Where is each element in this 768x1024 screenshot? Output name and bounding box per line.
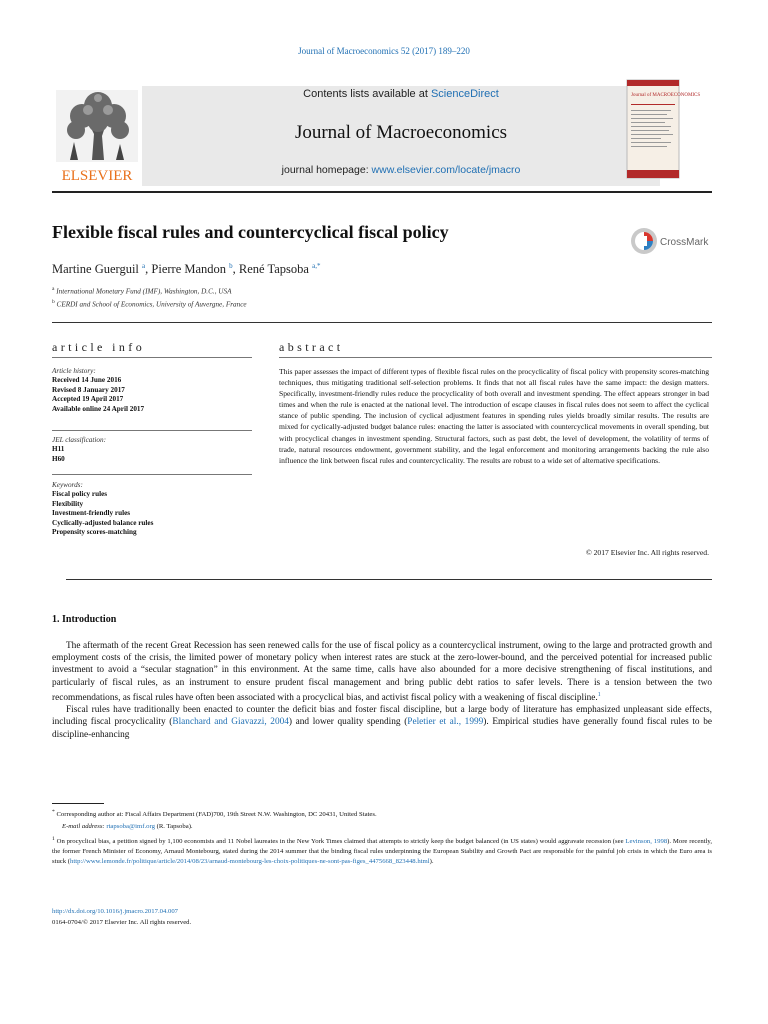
keywords-label: Keywords: [52,481,83,489]
elsevier-wordmark: ELSEVIER [61,168,133,184]
abstract-heading: abstract [279,340,344,354]
footnote-1: $^1$ On procyclical bias, a petition signed by 1,100 economists and 11 Nobel laureates in the New York Times claimed that attempts to strictly keep the budget balanced (in US states) would aggravate recession (see Levinson, 1998). More recently, the former French Minister of Economy, Arnaud Montebourg, stated during the 2014 summer that the binding fiscal rules underpinning the European Stability and Growth Pact are responsible for the painful job crisis in which the Euro area is stuck (http://www.lemonde.fr/politique/article/2014/08/23/arnaud-montebourg-les-choix-politiques-ne-sont-pas-figes_4475668_823448.html). [52,836,713,866]
journal-reference-link[interactable]: Journal of Macroeconomics 52 (2017) 189–220 [298,46,470,56]
article-info-rule [52,357,252,358]
email-link[interactable]: rtapsoba@imf.org [106,823,155,831]
history-item: Revised 8 January 2017 [52,385,125,394]
jel-classification [52,436,252,464]
keyword: Propensity scores-matching [52,528,137,537]
footnote-corresponding: * Corresponding author at: Fiscal Affairs Department (FAD)700, 19th Street N.W. Washington, DC 20431, United States. [52,809,377,819]
article-history [52,367,252,414]
jel-label: JEL classification: [52,436,106,444]
page-footer [52,906,191,928]
keyword: Fiscal policy rules [52,490,108,499]
contents-line [142,88,660,100]
abstract-end-rule [66,579,712,580]
journal-masthead [52,86,712,186]
author-name[interactable]: Pierre Mandon [151,262,227,277]
article-info-rule [52,474,252,475]
jel-code: H11 [52,445,65,454]
journal-homepage-link[interactable]: www.elsevier.com/locate/jmacro [371,164,521,176]
author-affiliation-marker[interactable]: a [142,262,146,270]
keyword: Investment-friendly rules [52,509,131,518]
doi-link[interactable]: http://dx.doi.org/10.1016/j.jmacro.2017.04.007 [52,908,179,915]
copyright-notice: © 2017 Elsevier Inc. All rights reserved. [585,548,709,557]
author-affiliation-marker[interactable]: b [229,262,233,270]
affiliation-list [52,284,247,311]
homepage-prefix: journal homepage: [281,164,372,176]
history-item: Available online 24 April 2017 [52,404,145,413]
header-rule [52,191,712,193]
paragraph: The aftermath of the recent Great Recession has seen renewed calls for the use of fiscal policy as a countercyclical instrument, owing to the large and protracted growth and employment costs of the crisis, the limited power of monetary policy when interest rates are stuck at the zero-lower-bound, and the perceived potential for increased public investment to avoid a “secular stagnation” in this environment. At the same time, calls have also abounded for a more decisive strengthening of fiscal institutions, and particularly of fiscal rules, as an instrument to ensure prudent fiscal management and bring public debt ratios to safer levels. There is a tension between the two recommendations, as fiscal rules have often been associated with a procyclical bias, and activist fiscal policy with a weakening of fiscal discipline.$^1$ [52,641,712,703]
footnote-marker[interactable]: 1 [597,691,601,698]
footnote-rule [52,803,104,804]
keyword: Cyclically-adjusted balance rules [52,518,154,527]
contents-prefix: Contents lists available at [303,88,431,100]
history-item: Accepted 19 April 2017 [52,395,124,404]
footnote-url-link[interactable]: http://www.lemonde.fr/politique/article/2014/08/23/arnaud-montebourg-les-choix-politiques-ne-sont-pas-figes_4475668_823448.html [70,858,430,866]
paragraph: Fiscal rules have traditionally been enacted to counter the deficit bias and foster fiscal discipline, but a large body of literature has emphasized unpleasant side effects, including fiscal procyclicality (Blanchard and Giavazzi, 2004) and lower quality spending (Peletier et al., 1999). Empirical studies have generally found fiscal rules to be discipline-enhancing [52,705,712,740]
keyword: Flexibility [52,499,84,508]
journal-cover-thumbnail[interactable] [627,80,701,178]
author-name[interactable]: Martine Guerguil [52,262,139,277]
elsevier-logo[interactable] [52,86,142,186]
footnotes [52,807,712,869]
section-heading: 1. Introduction [52,614,117,625]
abstract-rule [279,357,712,358]
author-affiliation-marker[interactable]: a,* [312,262,321,270]
history-item: Received 14 June 2016 [52,376,122,385]
footnote-email: E-mail address: rtapsoba@imf.org (R. Tapsoba). [62,823,193,831]
author-name[interactable]: René Tapsoba [238,262,309,277]
citation-link[interactable]: Levinson, 1998 [625,838,668,846]
issn-line: 0164-0704/© 2017 Elsevier Inc. All rights reserved. [52,919,192,926]
homepage-line [142,164,660,176]
abstract-text: This paper assesses the impact of different types of flexible fiscal rules on the procyclicality of fiscal policy with propensity scores-matching techniques, thus mitigating traditional self-selection problems. It finds that not all fiscal rules have the same impact: the design matters. Specifically, investment-friendly rules reduce the procyclicality of both overall and investment spending. The effect appears stronger in bad times and when the rule is enacted at the national level. The introduction of escape clauses in fiscal rules does not seem to affect the cyclical stance of public spending. The inclusion of cyclical adjustment features in spending rules yields broadly similar results. The results are mixed for cyclically-adjusted budget balance rules: enacting the latter is associated with countercyclical movements in overall spending, but with procyclical changes in investment spending. Structural factors, such as past debt, the level of development, the volatility of terms of trade, natural resources endowment, government stability, and the legal enforcement and monitoring arrangements backing the rule also influence the link between fiscal rules and countercyclicality. The results are robust to a wide set of alternative specifications. [279,367,709,465]
journal-name: Journal of Macroeconomics [294,122,508,143]
cover-title: Journal of MACROECONOMICS [631,93,701,98]
article-info-rule [52,430,252,431]
citation-link[interactable]: Peletier et al., 1999 [407,717,484,728]
author-list: Martine Guerguil $^a$, Pierre Mandon $^b$, René Tapsoba $^{a,*}$ [52,262,321,277]
section-rule [52,322,712,323]
body-text [52,640,712,741]
citation-link[interactable]: Blanchard and Giavazzi, 2004 [172,717,289,728]
affiliation-item: $^a$ International Monetary Fund (IMF), Washington, D.C., USA [52,286,232,296]
paper-title: Flexible fiscal rules and countercyclical fiscal policy [52,222,449,242]
masthead-banner [142,86,660,186]
history-label: Article history: [52,367,96,375]
keywords [52,481,252,537]
sciencedirect-link[interactable]: ScienceDirect [430,88,499,100]
affiliation-item: $^b$ CERDI and School of Economics, University of Auvergne, France [52,299,247,309]
article-info-heading: article info [52,340,146,354]
crossmark-badge[interactable] [629,226,713,256]
jel-code: H60 [52,454,65,463]
crossmark-label: CrossMark [660,237,709,248]
